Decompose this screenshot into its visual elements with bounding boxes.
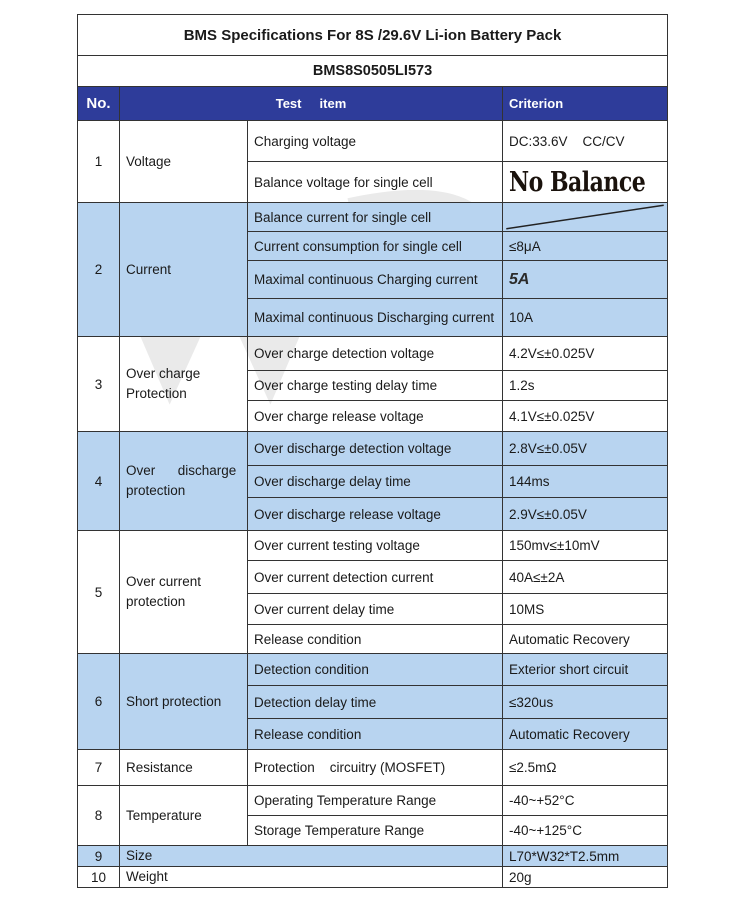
test-item: Release condition xyxy=(248,719,503,750)
criterion-value xyxy=(503,162,668,203)
test-item: Over charge detection voltage xyxy=(248,337,503,371)
test-item: Storage Temperature Range xyxy=(248,816,503,846)
test-item: Over charge testing delay time xyxy=(248,371,503,401)
test-item: Over current testing voltage xyxy=(248,531,503,561)
category-label: Weight xyxy=(120,867,503,888)
table-row xyxy=(78,432,668,466)
category-label xyxy=(120,337,248,432)
test-item: Current consumption for single cell xyxy=(248,232,503,261)
criterion-value: Automatic Recovery xyxy=(503,625,668,654)
spec-table xyxy=(77,14,668,888)
test-item: Detection condition xyxy=(248,654,503,686)
criterion-value: 4.2V≤±0.025V xyxy=(503,337,668,371)
model-number: BMS8S0505LI573 xyxy=(78,56,668,87)
criterion-not-applicable xyxy=(503,203,668,232)
row-number: 1 xyxy=(78,121,120,203)
header-criterion: Criterion xyxy=(503,87,668,121)
row-number: 9 xyxy=(78,846,120,867)
table-row xyxy=(78,203,668,232)
row-number: 3 xyxy=(78,337,120,432)
category-label-line: Over discharge xyxy=(126,463,237,478)
test-item: Release condition xyxy=(248,625,503,654)
table-row xyxy=(78,121,668,162)
test-item: Maximal continuous Discharging current xyxy=(248,299,503,337)
category-label xyxy=(120,432,248,531)
category-label: Voltage xyxy=(120,121,248,203)
table-row xyxy=(78,867,668,888)
test-item: Maximal continuous Charging current xyxy=(248,261,503,299)
table-row xyxy=(78,654,668,686)
category-label: Size xyxy=(120,846,503,867)
criterion-value: ≤2.5mΩ xyxy=(503,750,668,786)
category-label: Resistance xyxy=(120,750,248,786)
criterion-value: 2.9V≤±0.05V xyxy=(503,498,668,531)
category-label-line: Protection xyxy=(126,386,187,401)
criterion-value: 40A≤±2A xyxy=(503,561,668,594)
test-item: Balance current for single cell xyxy=(248,203,503,232)
row-number: 5 xyxy=(78,531,120,654)
table-row xyxy=(78,750,668,786)
row-number: 4 xyxy=(78,432,120,531)
criterion-value: ≤8μA xyxy=(503,232,668,261)
category-label-line: protection xyxy=(126,483,186,498)
table-row xyxy=(78,786,668,816)
test-item: Operating Temperature Range xyxy=(248,786,503,816)
criterion-value: 10MS xyxy=(503,594,668,625)
test-item: Over discharge release voltage xyxy=(248,498,503,531)
test-item: Detection delay time xyxy=(248,686,503,719)
criterion-value: -40~+125°C xyxy=(503,816,668,846)
row-number: 2 xyxy=(78,203,120,337)
criterion-value: -40~+52°C xyxy=(503,786,668,816)
criterion-value: 10A xyxy=(503,299,668,337)
charging-current-value: 5A xyxy=(509,270,530,288)
no-balance-stamp: No Balance xyxy=(509,165,646,199)
row-number: 10 xyxy=(78,867,120,888)
criterion-value: 1.2s xyxy=(503,371,668,401)
diagonal-line xyxy=(503,203,667,231)
criterion-value: 4.1V≤±0.025V xyxy=(503,401,668,432)
category-label-line: Over charge xyxy=(126,366,201,381)
criterion-value: 2.8V≤±0.05V xyxy=(503,432,668,466)
test-item: Protection circuitry (MOSFET) xyxy=(248,750,503,786)
header-no: No. xyxy=(78,87,120,121)
test-item: Over current detection current xyxy=(248,561,503,594)
criterion-value: DC:33.6V CC/CV xyxy=(503,121,668,162)
criterion-value: 144ms xyxy=(503,466,668,498)
category-label: Current xyxy=(120,203,248,337)
category-label-line: protection xyxy=(126,594,186,609)
category-label: Temperature xyxy=(120,786,248,846)
test-item: Over current delay time xyxy=(248,594,503,625)
category-label-line: Over current xyxy=(126,574,202,589)
row-number: 6 xyxy=(78,654,120,750)
header-test-item: Test item xyxy=(120,87,503,121)
test-item: Over charge release voltage xyxy=(248,401,503,432)
criterion-value: Exterior short circuit xyxy=(503,654,668,686)
criterion-value: ≤320us xyxy=(503,686,668,719)
row-number: 7 xyxy=(78,750,120,786)
criterion-value: 150mv≤±10mV xyxy=(503,531,668,561)
spec-sheet xyxy=(77,14,667,888)
criterion-value: 20g xyxy=(503,867,668,888)
table-row xyxy=(78,531,668,561)
category-label: Short protection xyxy=(120,654,248,750)
criterion-value: Automatic Recovery xyxy=(503,719,668,750)
test-item: Over discharge detection voltage xyxy=(248,432,503,466)
test-item: Charging voltage xyxy=(248,121,503,162)
criterion-value: L70*W32*T2.5mm xyxy=(503,846,668,867)
test-item: Balance voltage for single cell xyxy=(248,162,503,203)
category-label xyxy=(120,531,248,654)
document-title: BMS Specifications For 8S /29.6V Li-ion Battery Pack xyxy=(78,15,668,56)
test-item: Over discharge delay time xyxy=(248,466,503,498)
criterion-value xyxy=(503,261,668,299)
table-row xyxy=(78,846,668,867)
table-row xyxy=(78,337,668,371)
row-number: 8 xyxy=(78,786,120,846)
